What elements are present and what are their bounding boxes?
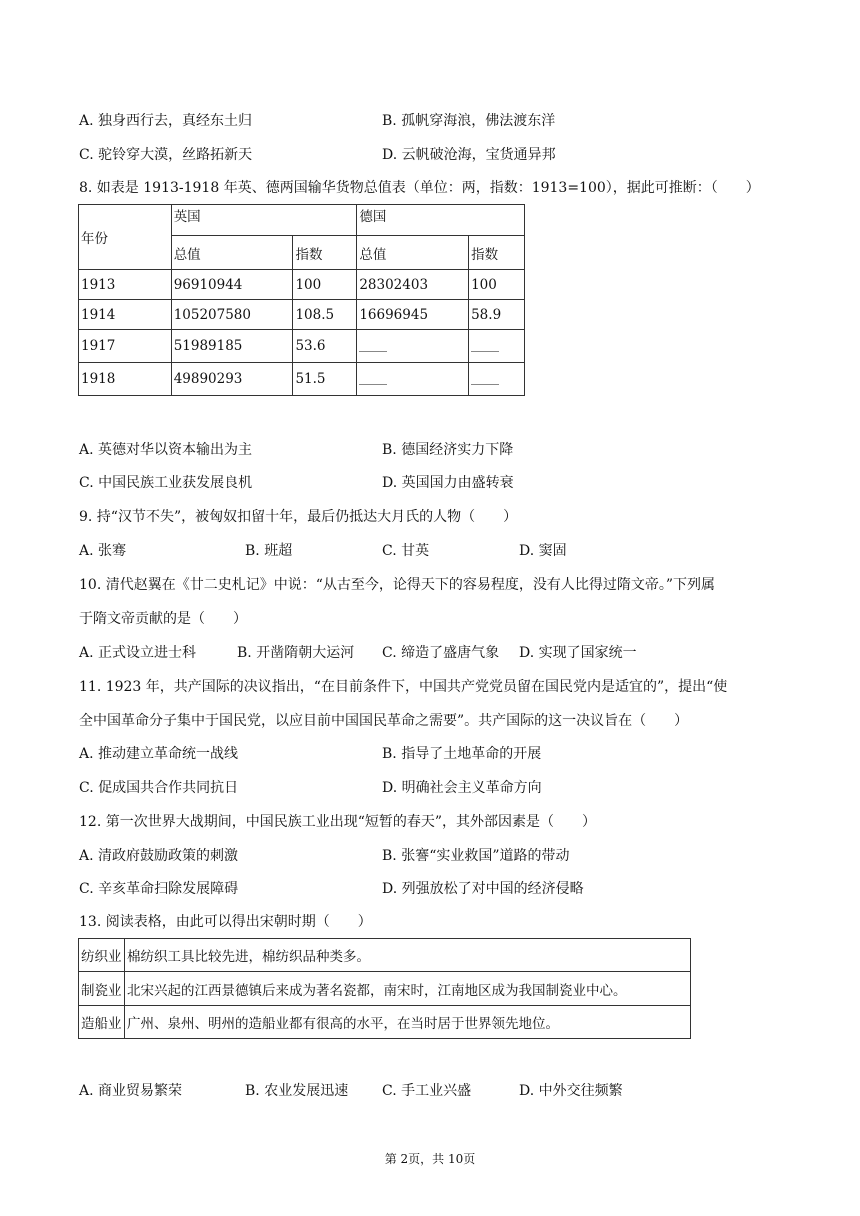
cell-uk-index: 51.5	[293, 363, 357, 396]
q9-option-d: D. 窦固	[519, 543, 567, 559]
cell-uk-index: 53.6	[293, 330, 357, 363]
q12-option-b: B. 张謇“实业救国”道路的带动	[382, 848, 570, 864]
q13-song-industry-table	[78, 938, 691, 1039]
table-row	[79, 300, 525, 330]
q7-option-a: A. 独身西行去，真经东土归	[79, 113, 253, 129]
cell-de-index: 100	[469, 270, 525, 300]
q8-option-b: B. 德国经济实力下降	[382, 442, 514, 458]
cell-uk-index: 100	[293, 270, 357, 300]
cell-de-index-blank	[469, 363, 525, 396]
cell-year: 1917	[79, 330, 172, 363]
table-row	[79, 270, 525, 300]
cell-de-total: 16696945	[357, 300, 469, 330]
cell-uk-total: 105207580	[171, 300, 293, 330]
q8-option-c: C. 中国民族工业获发展良机	[79, 475, 253, 491]
q10-option-d: D. 实现了国家统一	[519, 645, 637, 661]
page-footer: 第 2页，共 10页	[384, 1152, 476, 1166]
cell-de-total-blank	[357, 363, 469, 396]
q9-stem: 9. 持“汉节不失”，被匈奴扣留十年，最后仍抵达大月氏的人物（ ）	[79, 509, 518, 525]
q8-option-d: D. 英国国力由盛转衰	[382, 475, 514, 491]
cell-de-index: 58.9	[469, 300, 525, 330]
table-header-de-index: 指数	[469, 236, 525, 270]
table-row	[79, 1006, 691, 1039]
row-text: 棉纺织工具比较先进，棉纺织品种类多。	[124, 939, 690, 972]
q13-option-d: D. 中外交往频繁	[519, 1083, 623, 1099]
q10-stem-line1: 10. 清代赵翼在《廿二史札记》中说：“从古至今，论得天下的容易程度，没有人比得过隋文帝。”下列属	[79, 577, 716, 593]
table-header-de-total: 总值	[357, 236, 469, 270]
table-header-uk-total: 总值	[171, 236, 293, 270]
q8-stem: 8. 如表是 1913-1918 年英、德两国输华货物总值表（单位：两，指数：1913=100），据此可推断：（ ）	[79, 180, 760, 196]
q12-option-a: A. 清政府鼓励政策的刺激	[79, 848, 239, 864]
q11-option-a: A. 推动建立革命统一战线	[79, 746, 239, 762]
table-header-year: 年份	[79, 205, 172, 270]
q12-stem: 12. 第一次世界大战期间，中国民族工业出现“短暂的春天”，其外部因素是（ ）	[79, 814, 597, 830]
q11-option-b: B. 指导了土地革命的开展	[382, 746, 542, 762]
q9-option-c: C. 甘英	[382, 543, 430, 559]
row-label: 纺织业	[79, 939, 125, 972]
q13-option-a: A. 商业贸易繁荣	[79, 1083, 183, 1099]
q12-option-d: D. 列强放松了对中国的经济侵略	[382, 881, 584, 897]
q13-stem: 13. 阅读表格，由此可以得出宋朝时期（ ）	[79, 914, 372, 930]
table-header-uk-index: 指数	[293, 236, 357, 270]
row-text: 广州、泉州、明州的造船业都有很高的水平，在当时居于世界领先地位。	[124, 1006, 690, 1039]
cell-uk-total: 96910944	[171, 270, 293, 300]
cell-de-total: 28302403	[357, 270, 469, 300]
row-label: 造船业	[79, 1006, 125, 1039]
row-text: 北宋兴起的江西景德镇后来成为著名瓷都，南宋时，江南地区成为我国制瓷业中心。	[124, 972, 690, 1006]
q8-trade-table	[78, 204, 525, 396]
q10-stem-line2: 于隋文帝贡献的是（ ）	[79, 611, 247, 627]
q13-option-c: C. 手工业兴盛	[382, 1083, 472, 1099]
q11-stem-line1: 11. 1923 年，共产国际的决议指出，“在目前条件下，中国共产党党员留在国民党内是适宜的”，提出“使	[79, 679, 728, 695]
q10-option-c: C. 缔造了盛唐气象	[382, 645, 500, 661]
q7-option-c: C. 驼铃穿大漠，丝路拓新天	[79, 147, 253, 163]
cell-year: 1913	[79, 270, 172, 300]
q9-option-a: A. 张骞	[79, 543, 127, 559]
table-header-uk: 英国	[171, 205, 357, 236]
table-row	[79, 363, 525, 396]
q11-stem-line2: 全中国革命分子集中于国民党，以应目前中国国民革命之需要”。共产国际的这一决议旨在（ ）	[79, 713, 689, 729]
cell-year: 1914	[79, 300, 172, 330]
q13-option-b: B. 农业发展迅速	[245, 1083, 349, 1099]
cell-uk-total: 49890293	[171, 363, 293, 396]
cell-uk-index: 108.5	[293, 300, 357, 330]
row-label: 制瓷业	[79, 972, 125, 1006]
cell-uk-total: 51989185	[171, 330, 293, 363]
q9-option-b: B. 班超	[245, 543, 293, 559]
q10-option-a: A. 正式设立进士科	[79, 645, 197, 661]
q8-option-a: A. 英德对华以资本输出为主	[79, 442, 253, 458]
q7-option-d: D. 云帆破沧海，宝货通异邦	[382, 147, 556, 163]
q12-option-c: C. 辛亥革命扫除发展障碍	[79, 881, 239, 897]
table-row	[79, 939, 691, 972]
q7-option-b: B. 孤帆穿海浪，佛法渡东洋	[382, 113, 556, 129]
q11-option-d: D. 明确社会主义革命方向	[382, 780, 542, 796]
table-row	[79, 330, 525, 363]
cell-de-total-blank	[357, 330, 469, 363]
q11-option-c: C. 促成国共合作共同抗日	[79, 780, 239, 796]
cell-year: 1918	[79, 363, 172, 396]
table-row	[79, 972, 691, 1006]
cell-de-index-blank	[469, 330, 525, 363]
q10-option-b: B. 开凿隋朝大运河	[237, 645, 355, 661]
table-header-de: 德国	[357, 205, 525, 236]
